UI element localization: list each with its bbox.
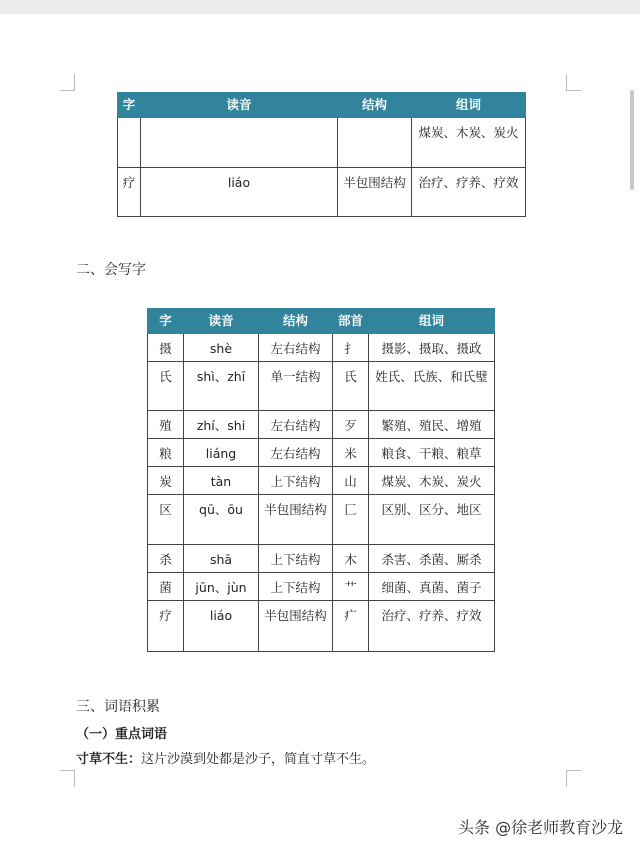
table-cell: 细菌、真菌、菌子	[369, 573, 495, 601]
table-cell: 治疗、疗养、疗效	[412, 168, 526, 217]
table-cell: 摄影、摄取、摄政	[369, 334, 495, 362]
table-cell: 扌	[333, 334, 369, 362]
table-cell: zhí、shi	[184, 411, 259, 439]
table-row	[118, 168, 526, 217]
header-row	[118, 93, 526, 118]
table-row	[148, 573, 495, 601]
table-cell: liáng	[184, 439, 259, 467]
table-cell: 疗	[148, 601, 184, 652]
table-cell: 半包围结构	[338, 168, 412, 217]
table-cell: 疗	[118, 168, 141, 217]
table-cell: tàn	[184, 467, 259, 495]
table-cell: 半包围结构	[259, 601, 333, 652]
table-row	[148, 411, 495, 439]
table-cell	[118, 118, 141, 168]
margin-mark	[566, 770, 581, 787]
table-cell: 治疗、疗养、疗效	[369, 601, 495, 652]
table-cell: 杀害、杀菌、厮杀	[369, 545, 495, 573]
table-cell: liáo	[141, 168, 338, 217]
watermark: 头条 @徐老师教育沙龙	[458, 818, 624, 837]
table-cell: 疒	[333, 601, 369, 652]
table-cell: 单一结构	[259, 362, 333, 411]
vocab-entry	[76, 748, 375, 767]
table-row	[148, 334, 495, 362]
column-header: 组词	[369, 309, 495, 334]
table-cell	[141, 118, 338, 168]
vocab-term: 寸草不生：	[76, 752, 142, 767]
table-cell: jūn、jùn	[184, 573, 259, 601]
table-cell: 摄	[148, 334, 184, 362]
table-cell: 氏	[148, 362, 184, 411]
table-cell: 上下结构	[259, 573, 333, 601]
table-cell: liáo	[184, 601, 259, 652]
table-cell: 山	[333, 467, 369, 495]
table-cell: 殖	[148, 411, 184, 439]
margin-mark	[60, 770, 75, 787]
table-cell: shè	[184, 334, 259, 362]
table-cell: 区别、区分、地区	[369, 495, 495, 545]
table-cell: 姓氏、氏族、和氏璧	[369, 362, 495, 411]
table-cell: 上下结构	[259, 467, 333, 495]
table-cell: shā	[184, 545, 259, 573]
table-row	[148, 545, 495, 573]
column-header: 字	[148, 309, 184, 334]
section-heading-vocabulary: 三、词语积累	[76, 699, 160, 715]
table-cell: 杀	[148, 545, 184, 573]
subsection-heading: （一）重点词语	[76, 727, 168, 742]
table-cell: 煤炭、木炭、炭火	[412, 118, 526, 168]
vocab-sentence: 这片沙漠到处都是沙子，简直寸草不生。	[141, 752, 376, 767]
table-cell: 菌	[148, 573, 184, 601]
column-header: 字	[118, 93, 141, 118]
table-cell: 上下结构	[259, 545, 333, 573]
column-header: 组词	[412, 93, 526, 118]
table-row	[148, 439, 495, 467]
table-cell: 左右结构	[259, 439, 333, 467]
column-header: 结构	[338, 93, 412, 118]
table-cell: 左右结构	[259, 411, 333, 439]
column-header: 结构	[259, 309, 333, 334]
margin-mark	[60, 74, 75, 91]
table-cell: 歹	[333, 411, 369, 439]
table-cell: qū、ōu	[184, 495, 259, 545]
writing-characters-table	[147, 308, 495, 652]
header-row	[148, 309, 495, 334]
scrollbar[interactable]	[630, 90, 634, 190]
table-row	[118, 118, 526, 168]
table-cell: 木	[333, 545, 369, 573]
table-cell: 左右结构	[259, 334, 333, 362]
column-header: 读音	[184, 309, 259, 334]
table-row	[148, 601, 495, 652]
table-cell: shì、zhī	[184, 362, 259, 411]
table-cell: 繁殖、殖民、增殖	[369, 411, 495, 439]
table-cell: 半包围结构	[259, 495, 333, 545]
table-cell: 艹	[333, 573, 369, 601]
table-cell: 炭	[148, 467, 184, 495]
table-cell: 煤炭、木炭、炭火	[369, 467, 495, 495]
margin-mark	[566, 74, 581, 91]
section-heading-writing: 二、会写字	[76, 262, 146, 278]
column-header: 部首	[333, 309, 369, 334]
top-bar	[0, 0, 640, 14]
table-cell: 米	[333, 439, 369, 467]
table-row	[148, 362, 495, 411]
table-cell: 匚	[333, 495, 369, 545]
character-table-continued	[117, 92, 526, 217]
table-row	[148, 467, 495, 495]
table-cell: 氏	[333, 362, 369, 411]
column-header: 读音	[141, 93, 338, 118]
table-cell	[338, 118, 412, 168]
table-cell: 粮食、干粮、粮草	[369, 439, 495, 467]
table-cell: 区	[148, 495, 184, 545]
table-cell: 粮	[148, 439, 184, 467]
table-row	[148, 495, 495, 545]
